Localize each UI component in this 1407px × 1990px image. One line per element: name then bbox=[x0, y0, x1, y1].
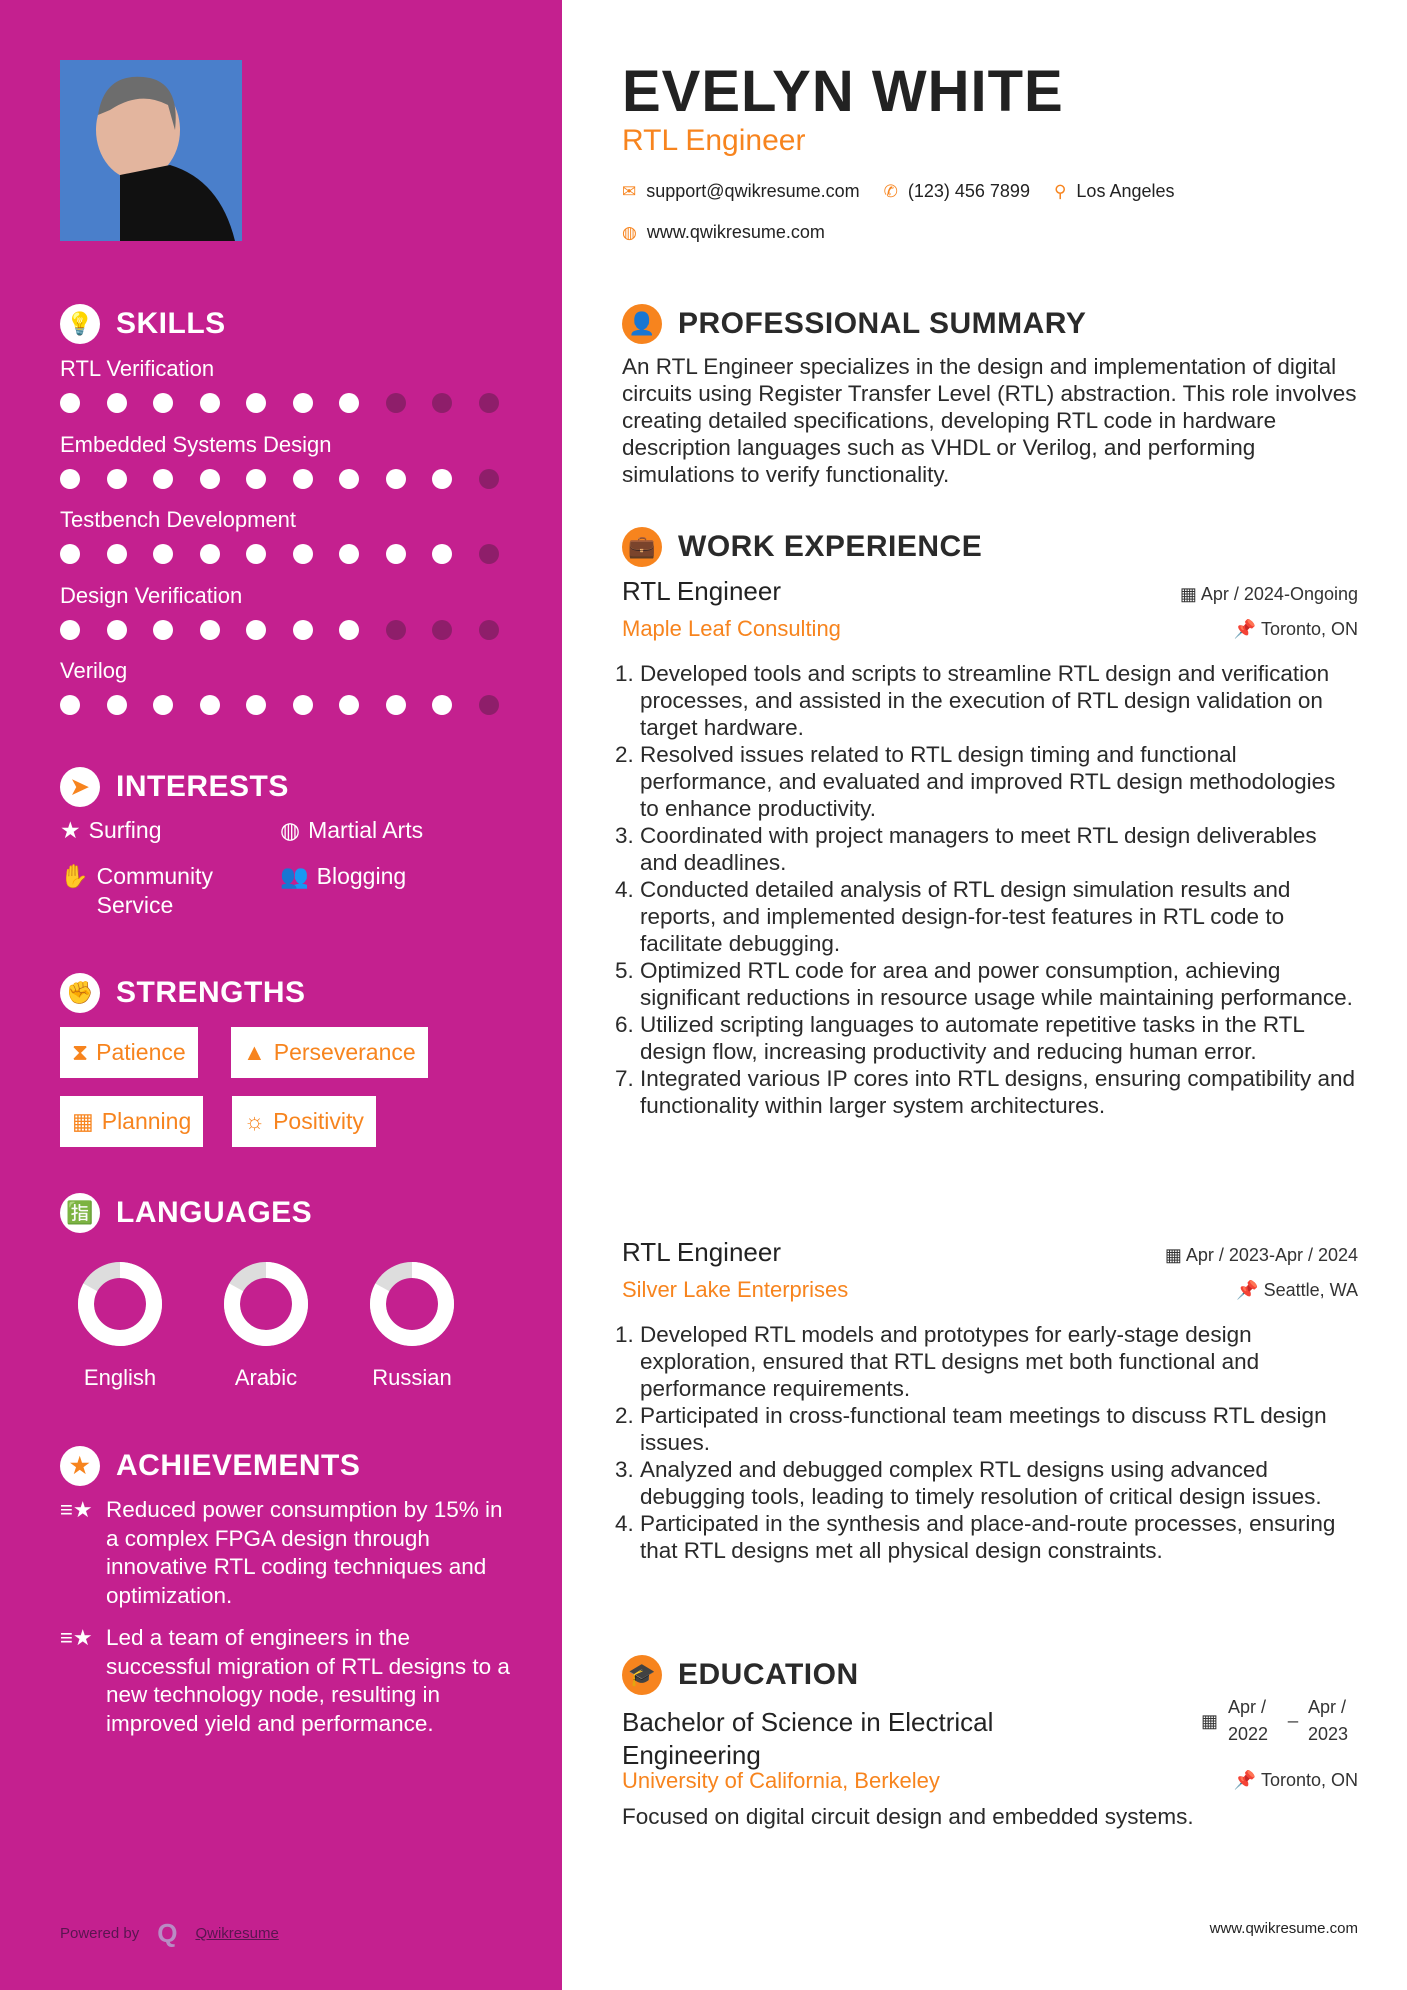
rating-dot bbox=[339, 393, 359, 413]
rating-dot bbox=[293, 393, 313, 413]
rating-dot bbox=[60, 469, 80, 489]
strength-badge: ▲ Perseverance bbox=[231, 1027, 428, 1078]
qwikresume-logo-icon: Q bbox=[157, 1918, 178, 1948]
skill-name: Embedded Systems Design bbox=[60, 431, 332, 457]
job-title: RTL Engineer bbox=[622, 124, 806, 157]
skills-heading: 💡 SKILLS bbox=[60, 304, 226, 344]
achievement-item: ≡★ Reduced power consumption by 15% in a complex FPGA design through innovative RTL coding techniques and optimization. bbox=[60, 1496, 510, 1610]
rating-dot bbox=[293, 469, 313, 489]
pushpin-icon: 📌 bbox=[1236, 1280, 1259, 1300]
rating-dot bbox=[386, 393, 406, 413]
pushpin-icon: 📌 bbox=[1233, 1770, 1257, 1790]
calendar-icon: ▦ bbox=[1164, 1245, 1182, 1265]
bullet: 2. Resolved issues related to RTL design timing and functional performance, and evaluated and improved RTL design methodologies to enhance productivity. bbox=[640, 741, 1358, 822]
graduate-icon: 🎓 bbox=[622, 1655, 662, 1695]
map-pin-icon: ⚲ bbox=[1053, 181, 1067, 201]
interest-item: 👥 Blogging bbox=[280, 863, 407, 889]
bullet: 5. Optimized RTL code for area and power consumption, achieving significant reductions in resource usage while maintaining performance. bbox=[640, 957, 1358, 1011]
user-icon: 👤 bbox=[622, 304, 662, 344]
job-location: 📌 Seattle, WA bbox=[1236, 1280, 1358, 1300]
job-location: 📌 Toronto, ON bbox=[1233, 619, 1358, 639]
candidate-name: EVELYN WHITE bbox=[622, 59, 1064, 124]
website-row bbox=[622, 222, 825, 243]
website-link[interactable]: www.qwikresume.com bbox=[646, 222, 825, 242]
rating-dot bbox=[60, 544, 80, 564]
rating-dot bbox=[246, 695, 266, 715]
rating-dot bbox=[153, 393, 173, 413]
rating-dot bbox=[479, 695, 499, 715]
date-separator: _ bbox=[1287, 1703, 1298, 1723]
summary-heading: 👤 PROFESSIONAL SUMMARY bbox=[622, 304, 1086, 344]
profile-photo bbox=[60, 60, 242, 241]
skill-rating bbox=[60, 544, 499, 564]
rating-dot bbox=[200, 393, 220, 413]
rating-dot bbox=[386, 620, 406, 640]
education-dates: ▦ Apr / 2022 _ Apr / 2023 bbox=[1201, 1694, 1358, 1748]
strengths-heading: ✊ STRENGTHS bbox=[60, 973, 306, 1013]
powered-by: Powered by Q Qwikresume bbox=[60, 1918, 279, 1948]
rating-dot bbox=[339, 695, 359, 715]
language-donut bbox=[220, 1258, 312, 1350]
rating-dot bbox=[107, 469, 127, 489]
shooting-star-icon: ≡★ bbox=[60, 1497, 93, 1522]
rating-dot bbox=[479, 544, 499, 564]
education-location: 📌 Toronto, ON bbox=[1233, 1770, 1358, 1790]
calendar-icon: ▦ bbox=[72, 1108, 94, 1134]
rating-dot bbox=[153, 620, 173, 640]
rating-dot bbox=[293, 695, 313, 715]
rating-dot bbox=[293, 544, 313, 564]
qwikresume-link[interactable]: Qwikresume bbox=[195, 1925, 279, 1942]
achievements-heading: ★ ACHIEVEMENTS bbox=[60, 1446, 360, 1486]
bullet: 3. Coordinated with project managers to meet RTL design deliverables and deadlines. bbox=[640, 822, 1358, 876]
rating-dot bbox=[200, 544, 220, 564]
language-name: Russian bbox=[372, 1365, 452, 1390]
rating-dot bbox=[107, 393, 127, 413]
language-name: Arabic bbox=[234, 1365, 298, 1390]
rating-dot bbox=[107, 695, 127, 715]
hand-icon: ✋ bbox=[60, 863, 89, 889]
rating-dot bbox=[153, 695, 173, 715]
translate-icon: 🈯 bbox=[60, 1193, 100, 1233]
rating-dot bbox=[339, 620, 359, 640]
users-icon: 👥 bbox=[280, 863, 309, 889]
globe-icon: ◍ bbox=[622, 222, 637, 242]
interests-heading: ➤ INTERESTS bbox=[60, 767, 289, 807]
rating-dot bbox=[107, 620, 127, 640]
rating-dot bbox=[107, 544, 127, 564]
bullet: 1. Developed RTL models and prototypes for early-stage design exploration, ensured that RTL designs met both functional and performance requirements. bbox=[640, 1321, 1358, 1402]
skill-name: Verilog bbox=[60, 658, 128, 683]
bullet: 1. Developed tools and scripts to streamline RTL design and verification processes, and assisted in the execution of RTL design validation on target hardware. bbox=[640, 660, 1358, 741]
interest-item: ✋ Community Service bbox=[60, 863, 213, 918]
rating-dot bbox=[386, 695, 406, 715]
rating-dot bbox=[479, 393, 499, 413]
briefcase-icon: 💼 bbox=[622, 527, 662, 567]
interest-item: ★ Surfing bbox=[60, 817, 162, 843]
bullet: 3. Analyzed and debugged complex RTL designs using advanced debugging tools, leading to timely resolution of critical design issues. bbox=[640, 1456, 1358, 1510]
job-title: RTL Engineer bbox=[622, 1237, 781, 1267]
rating-dot bbox=[432, 393, 452, 413]
strength-badge: ▦ Planning bbox=[60, 1096, 203, 1147]
phone-icon: ✆ bbox=[883, 181, 898, 201]
skill-rating bbox=[60, 393, 499, 413]
job-date: ▦ Apr / 2024-Ongoing bbox=[1179, 584, 1358, 604]
bullet: 4. Participated in the synthesis and place-and-route processes, ensuring that RTL designs met all physical design constraints. bbox=[640, 1510, 1358, 1564]
shooting-star-icon: ★ bbox=[60, 1446, 100, 1486]
rating-dot bbox=[246, 620, 266, 640]
company: Maple Leaf Consulting bbox=[622, 616, 841, 641]
skill-rating bbox=[60, 695, 499, 715]
rating-dot bbox=[60, 620, 80, 640]
language-name: English bbox=[83, 1365, 157, 1390]
job-bullets bbox=[622, 660, 1358, 1119]
paper-plane-icon: ➤ bbox=[60, 767, 100, 807]
rating-dot bbox=[246, 469, 266, 489]
rating-dot bbox=[153, 469, 173, 489]
email-link[interactable]: support@qwikresume.com bbox=[646, 181, 860, 201]
bullet: 6. Utilized scripting languages to automate repetitive tasks in the RTL design flow, increasing productivity and reducing human error. bbox=[640, 1011, 1358, 1065]
rating-dot bbox=[60, 393, 80, 413]
calendar-icon: ▦ bbox=[1200, 1711, 1218, 1731]
language-item bbox=[193, 1258, 339, 1391]
language-donut bbox=[74, 1258, 166, 1350]
pushpin-icon: 📌 bbox=[1233, 619, 1257, 639]
degree: Bachelor of Science in Electrical Engineering bbox=[622, 1707, 994, 1770]
skill-name: RTL Verification bbox=[60, 356, 215, 381]
bullet: 4. Conducted detailed analysis of RTL design simulation results and reports, and implemented design-for-test features in RTL code to facilitate debugging. bbox=[640, 876, 1358, 957]
footer-website: www.qwikresume.com bbox=[1209, 1920, 1358, 1937]
education-description: Focused on digital circuit design and embedded systems. bbox=[622, 1804, 1194, 1829]
calendar-icon: ▦ bbox=[1179, 584, 1197, 604]
interest-item: ◍ Martial Arts bbox=[280, 817, 424, 843]
rating-dot bbox=[339, 544, 359, 564]
rating-dot bbox=[339, 469, 359, 489]
skill-name: Design Verification bbox=[60, 582, 243, 608]
rating-dot bbox=[386, 469, 406, 489]
hourglass-icon: ⧗ bbox=[72, 1039, 89, 1065]
shooting-star-icon: ≡★ bbox=[60, 1625, 93, 1650]
globe-icon: ◍ bbox=[280, 817, 301, 843]
lightbulb-icon: 💡 bbox=[60, 304, 100, 344]
rating-dot bbox=[200, 620, 220, 640]
rating-dot bbox=[153, 544, 173, 564]
bullet: 7. Integrated various IP cores into RTL designs, ensuring compatibility and functionality within larger system architectures. bbox=[640, 1065, 1358, 1119]
fist-icon: ✊ bbox=[60, 973, 100, 1013]
sun-icon: ☼ bbox=[244, 1108, 266, 1134]
achievement-item: ≡★ Led a team of engineers in the successful migration of RTL designs to a new technology node, resulting in improved yield and performance. bbox=[60, 1624, 510, 1738]
rating-dot bbox=[246, 544, 266, 564]
skill-rating bbox=[60, 469, 499, 489]
job-title: RTL Engineer bbox=[622, 576, 781, 606]
language-item bbox=[47, 1258, 193, 1391]
skill-rating bbox=[60, 620, 499, 640]
rating-dot bbox=[293, 620, 313, 640]
contact-row: ✉ support@qwikresume.com ✆ (123) 456 7899 ⚲ Los Angeles bbox=[622, 181, 1175, 201]
summary-text: An RTL Engineer specializes in the design and implementation of digital circuits using Register Transfer Level (RTL) abstraction. This role involves creating detailed specifications, developing RTL code in hardware description languages such as VHDL or Verilog, and performing simulations to verify functionality. bbox=[622, 354, 1357, 487]
company: Silver Lake Enterprises bbox=[622, 1277, 849, 1302]
rating-dot bbox=[432, 469, 452, 489]
language-donut bbox=[366, 1258, 458, 1350]
rating-dot bbox=[386, 544, 406, 564]
language-item bbox=[339, 1258, 485, 1391]
skill-name: Testbench Development bbox=[60, 507, 297, 532]
rating-dot bbox=[432, 620, 452, 640]
envelope-icon: ✉ bbox=[622, 181, 637, 201]
rating-dot bbox=[432, 695, 452, 715]
rating-dot bbox=[200, 695, 220, 715]
road-icon: ▲ bbox=[243, 1039, 266, 1065]
rating-dot bbox=[246, 393, 266, 413]
sidebar bbox=[0, 0, 562, 1990]
job-bullets bbox=[622, 1321, 1358, 1564]
strength-badge: ⧗ Patience bbox=[60, 1027, 198, 1078]
rating-dot bbox=[479, 620, 499, 640]
job-date: ▦ Apr / 2023-Apr / 2024 bbox=[1164, 1245, 1358, 1265]
school: University of California, Berkeley bbox=[622, 1768, 940, 1793]
work-heading: 💼 WORK EXPERIENCE bbox=[622, 527, 982, 567]
education-heading: 🎓 EDUCATION bbox=[622, 1655, 859, 1695]
rating-dot bbox=[60, 695, 80, 715]
rating-dot bbox=[432, 544, 452, 564]
rating-dot bbox=[479, 469, 499, 489]
languages-heading: 🈯 LANGUAGES bbox=[60, 1193, 312, 1233]
strength-badge: ☼ Positivity bbox=[232, 1096, 376, 1147]
rating-dot bbox=[200, 469, 220, 489]
bullet: 2. Participated in cross-functional team meetings to discuss RTL design issues. bbox=[640, 1402, 1358, 1456]
star-icon: ★ bbox=[60, 817, 81, 843]
